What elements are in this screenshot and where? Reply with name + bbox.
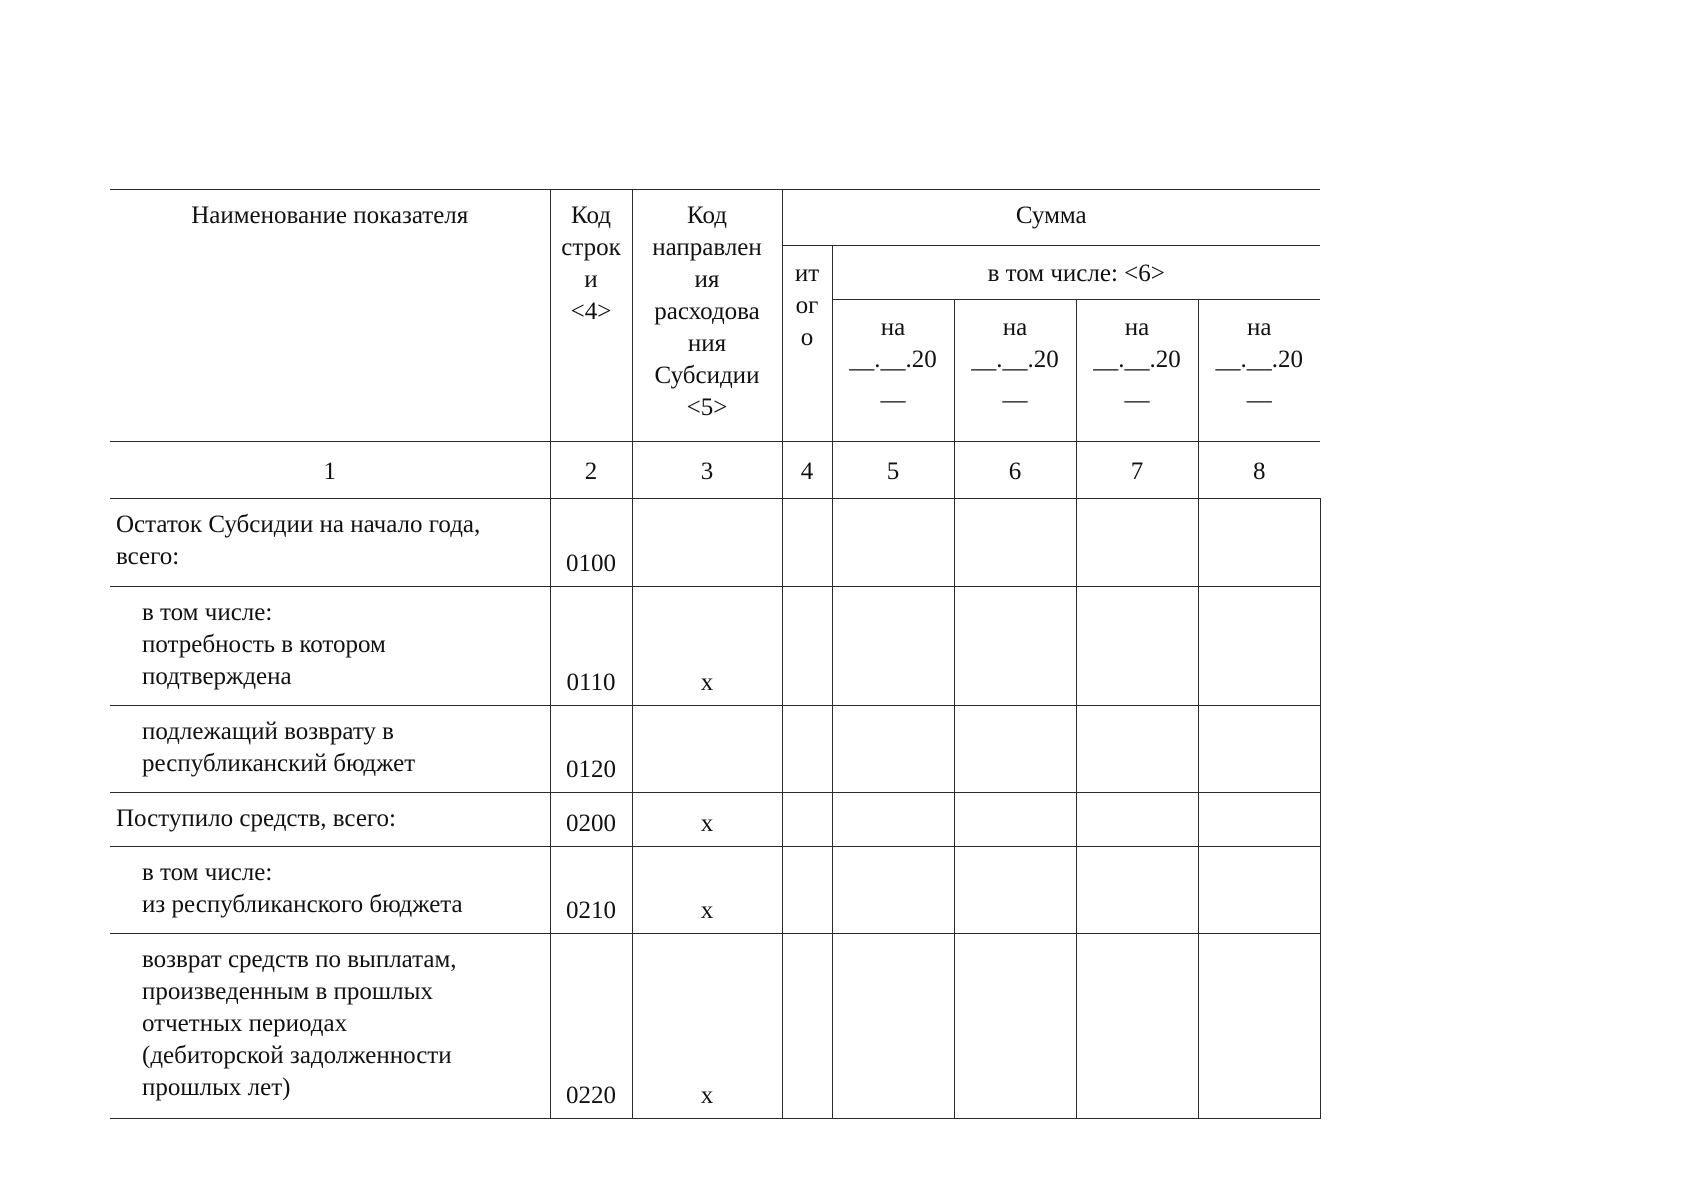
value-cell[interactable]	[832, 934, 954, 1119]
row-code: 0200	[550, 793, 632, 847]
row-label: в том числе: из республиканского бюджета	[110, 847, 550, 934]
row-direction-code: x	[632, 793, 782, 847]
value-cell[interactable]	[1198, 706, 1320, 793]
value-cell[interactable]	[782, 706, 832, 793]
value-cell[interactable]	[1198, 587, 1320, 706]
table-row	[110, 793, 1320, 847]
header-date-col-6: на __.__.20 __	[954, 300, 1076, 442]
column-number: 8	[1198, 442, 1320, 499]
value-cell[interactable]	[1076, 934, 1198, 1119]
row-direction-code: x	[632, 934, 782, 1119]
row-code: 0210	[550, 847, 632, 934]
value-cell[interactable]	[954, 706, 1076, 793]
value-cell[interactable]	[782, 793, 832, 847]
value-cell[interactable]	[1076, 499, 1198, 587]
value-cell[interactable]	[954, 847, 1076, 934]
value-cell[interactable]	[782, 847, 832, 934]
row-label: Остаток Субсидии на начало года, всего:	[110, 499, 550, 587]
subsidy-report-table	[110, 189, 1321, 1119]
value-cell[interactable]	[1198, 793, 1320, 847]
column-number: 2	[550, 442, 632, 499]
row-direction-code	[632, 499, 782, 587]
column-number: 4	[782, 442, 832, 499]
value-cell[interactable]	[954, 934, 1076, 1119]
row-label: Поступило средств, всего:	[110, 793, 550, 847]
value-cell[interactable]	[832, 847, 954, 934]
value-cell[interactable]	[1076, 587, 1198, 706]
table-row	[110, 499, 1320, 587]
row-code: 0220	[550, 934, 632, 1119]
row-direction-code: x	[632, 847, 782, 934]
row-direction-code	[632, 706, 782, 793]
row-direction-code: x	[632, 587, 782, 706]
row-code: 0110	[550, 587, 632, 706]
header-date-col-7: на __.__.20 __	[1076, 300, 1198, 442]
value-cell[interactable]	[954, 587, 1076, 706]
value-cell[interactable]	[832, 499, 954, 587]
value-cell[interactable]	[832, 793, 954, 847]
value-cell[interactable]	[954, 499, 1076, 587]
value-cell[interactable]	[1198, 847, 1320, 934]
header-sum: Сумма	[782, 190, 1320, 246]
value-cell[interactable]	[782, 587, 832, 706]
row-label: в том числе: потребность в котором подтверждена	[110, 587, 550, 706]
table-row	[110, 934, 1320, 1119]
value-cell[interactable]	[832, 587, 954, 706]
header-direction-code: Код направлен ия расходова ния Субсидии <5>	[632, 190, 782, 442]
column-number: 3	[632, 442, 782, 499]
header-date-col-8: на __.__.20 __	[1198, 300, 1320, 442]
value-cell[interactable]	[782, 934, 832, 1119]
column-number: 5	[832, 442, 954, 499]
value-cell[interactable]	[782, 499, 832, 587]
column-number: 7	[1076, 442, 1198, 499]
row-code: 0100	[550, 499, 632, 587]
table-row	[110, 706, 1320, 793]
column-number: 1	[110, 442, 550, 499]
value-cell[interactable]	[1076, 706, 1198, 793]
value-cell[interactable]	[1198, 499, 1320, 587]
row-label: подлежащий возврату в республиканский бюджет	[110, 706, 550, 793]
column-numbers-row	[110, 442, 1320, 499]
value-cell[interactable]	[832, 706, 954, 793]
header-including: в том числе: <6>	[832, 246, 1320, 300]
table-row	[110, 587, 1320, 706]
value-cell[interactable]	[1198, 934, 1320, 1119]
value-cell[interactable]	[954, 793, 1076, 847]
row-label: возврат средств по выплатам, произведенным в прошлых отчетных периодах (дебиторской задолженности прошлых лет)	[110, 934, 550, 1119]
value-cell[interactable]	[1076, 793, 1198, 847]
header-indicator-name: Наименование показателя	[110, 190, 550, 442]
header-date-col-5: на __.__.20 __	[832, 300, 954, 442]
value-cell[interactable]	[1076, 847, 1198, 934]
header-total: ит ог о	[782, 246, 832, 442]
header-line-code: Код строк и <4>	[550, 190, 632, 442]
table-row	[110, 847, 1320, 934]
row-code: 0120	[550, 706, 632, 793]
column-number: 6	[954, 442, 1076, 499]
